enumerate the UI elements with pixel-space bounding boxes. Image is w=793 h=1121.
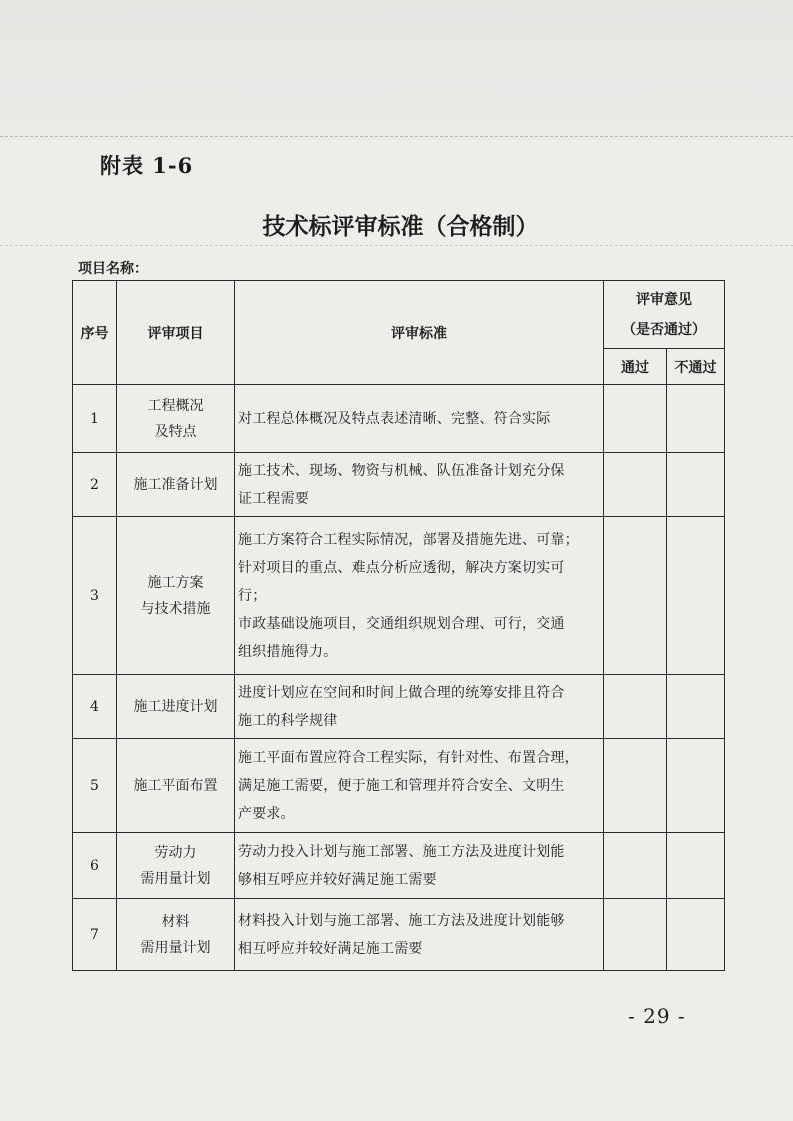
fail-cell[interactable] (667, 453, 725, 517)
row-seq: 4 (73, 675, 117, 739)
table-row (73, 833, 725, 899)
criteria-line: 组织措施得力。 (238, 643, 338, 660)
header-opinion-line1: 评审意见 (636, 291, 692, 308)
criteria-line: 市政基础设施项目，交通组织规划合理、可行，交通 (238, 615, 565, 632)
pass-cell[interactable] (604, 385, 667, 453)
criteria-line: 针对项目的重点、难点分析应透彻，解决方案切实可 (238, 559, 565, 576)
table-row (73, 385, 725, 453)
table-row (73, 739, 725, 833)
header-seq: 序号 (73, 281, 117, 385)
pass-cell[interactable] (604, 899, 667, 971)
criteria-line: 劳动力投入计划与施工部署、施工方法及进度计划能 (238, 843, 565, 860)
item-line: 与技术措施 (140, 600, 211, 617)
fail-cell[interactable] (667, 899, 725, 971)
table-row (73, 675, 725, 739)
item-line: 施工进度计划 (133, 698, 218, 715)
row-criteria (235, 833, 604, 899)
scan-divider (0, 245, 793, 246)
item-line: 施工方案 (147, 574, 204, 591)
row-item (117, 517, 235, 675)
row-criteria (235, 453, 604, 517)
pass-cell[interactable] (604, 517, 667, 675)
row-seq: 2 (73, 453, 117, 517)
row-criteria (235, 517, 604, 675)
item-line: 需用量计划 (140, 939, 211, 956)
header-fail: 不通过 (667, 349, 725, 385)
row-seq: 3 (73, 517, 117, 675)
table-row (73, 453, 725, 517)
row-item (117, 899, 235, 971)
item-line: 需用量计划 (140, 870, 211, 887)
fail-cell[interactable] (667, 675, 725, 739)
page-number: - 29 - (628, 1004, 686, 1028)
appendix-label: 附表 1-6 (100, 153, 194, 178)
pass-cell[interactable] (604, 453, 667, 517)
item-line: 工程概况 (147, 397, 204, 414)
criteria-line: 证工程需要 (238, 490, 309, 507)
header-opinion (604, 281, 725, 349)
evaluation-table (72, 280, 725, 971)
item-line: 及特点 (154, 423, 197, 440)
row-seq: 5 (73, 739, 117, 833)
row-criteria (235, 675, 604, 739)
scan-divider (0, 136, 793, 137)
project-name-label: 项目名称： (78, 261, 148, 277)
fail-cell[interactable] (667, 385, 725, 453)
pass-cell[interactable] (604, 675, 667, 739)
criteria-line: 产要求。 (238, 805, 295, 822)
criteria-line: 进度计划应在空间和时间上做合理的统筹安排且符合 (238, 684, 565, 701)
item-line: 劳动力 (154, 844, 197, 861)
scan-header-strip (0, 0, 793, 140)
criteria-line: 对工程总体概况及特点表述清晰、完整、符合实际 (238, 410, 551, 427)
criteria-line: 施工方案符合工程实际情况，部署及措施先进、可靠； (238, 531, 579, 548)
criteria-line: 施工的科学规律 (238, 712, 338, 729)
row-item (117, 675, 235, 739)
row-criteria (235, 899, 604, 971)
row-item (117, 453, 235, 517)
item-line: 施工准备计划 (133, 476, 218, 493)
criteria-line: 材料投入计划与施工部署、施工方法及进度计划能够 (238, 912, 565, 929)
fail-cell[interactable] (667, 517, 725, 675)
header-pass: 通过 (604, 349, 667, 385)
row-item (117, 833, 235, 899)
fail-cell[interactable] (667, 739, 725, 833)
row-criteria (235, 739, 604, 833)
pass-cell[interactable] (604, 739, 667, 833)
table-row (73, 899, 725, 971)
criteria-line: 施工平面布置应符合工程实际，有针对性、布置合理， (238, 749, 579, 766)
item-line: 材料 (161, 913, 190, 930)
row-criteria (235, 385, 604, 453)
row-seq: 7 (73, 899, 117, 971)
page-title: 技术标评审标准（合格制） (262, 214, 539, 240)
criteria-line: 相互呼应并较好满足施工需要 (238, 940, 423, 957)
header-item: 评审项目 (117, 281, 235, 385)
header-opinion-line2: （是否通过） (622, 321, 706, 338)
row-seq: 6 (73, 833, 117, 899)
row-item (117, 739, 235, 833)
header-criteria: 评审标准 (235, 281, 604, 385)
row-item (117, 385, 235, 453)
item-line: 施工平面布置 (133, 777, 218, 794)
criteria-line: 行； (238, 587, 267, 604)
criteria-line: 满足施工需要，便于施工和管理并符合安全、文明生 (238, 777, 565, 794)
table-row (73, 517, 725, 675)
fail-cell[interactable] (667, 833, 725, 899)
pass-cell[interactable] (604, 833, 667, 899)
criteria-line: 施工技术、现场、物资与机械、队伍准备计划充分保 (238, 462, 565, 479)
row-seq: 1 (73, 385, 117, 453)
criteria-line: 够相互呼应并较好满足施工需要 (238, 871, 437, 888)
